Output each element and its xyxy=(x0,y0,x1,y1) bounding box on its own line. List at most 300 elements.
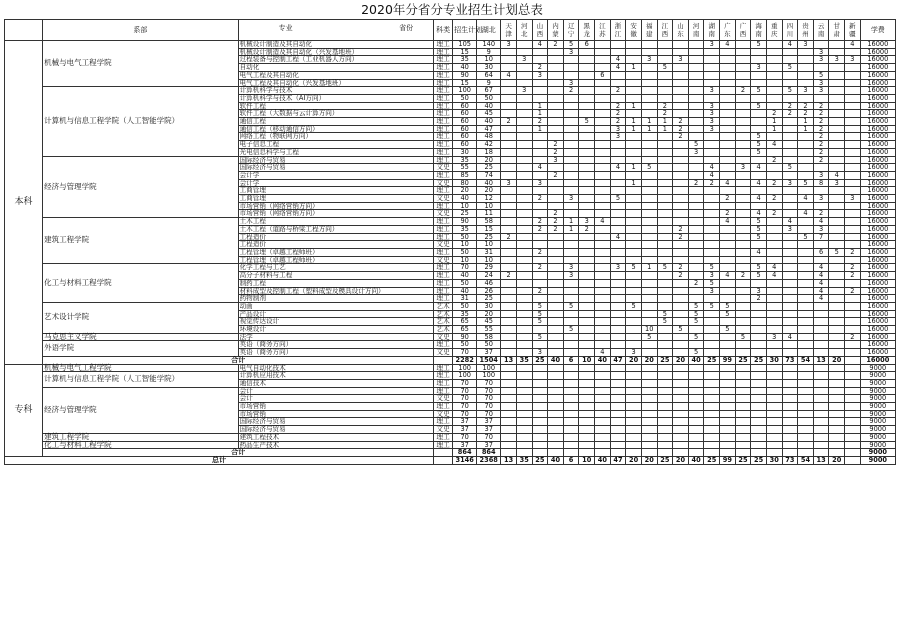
province-cell xyxy=(595,302,611,310)
hubei-cell: 67 xyxy=(477,87,501,95)
province-cell xyxy=(813,341,829,349)
province-cell xyxy=(579,195,595,203)
province-cell: 47 xyxy=(610,456,626,464)
province-cell xyxy=(563,387,579,395)
province-cell xyxy=(782,241,798,249)
tuition-cell: 16000 xyxy=(860,94,895,102)
province-cell xyxy=(626,418,642,426)
province-cell xyxy=(673,64,689,72)
province-cell xyxy=(798,241,814,249)
province-cell xyxy=(595,195,611,203)
province-cell xyxy=(548,295,564,303)
province-cell xyxy=(657,164,673,172)
province-cell xyxy=(595,164,611,172)
province-cell: 1 xyxy=(766,118,782,126)
province-cell xyxy=(501,102,517,110)
province-cell xyxy=(501,318,517,326)
province-cell xyxy=(610,418,626,426)
header-province: 河南 xyxy=(688,20,704,41)
benke-total-row xyxy=(5,356,896,364)
province-cell xyxy=(688,125,704,133)
category-cell: 理工 xyxy=(434,41,453,49)
province-cell xyxy=(751,94,767,102)
table-row xyxy=(5,387,896,395)
province-cell xyxy=(657,87,673,95)
category-cell: 理工 xyxy=(434,218,453,226)
province-cell xyxy=(720,403,736,411)
province-cell xyxy=(673,295,689,303)
province-cell xyxy=(688,233,704,241)
province-cell xyxy=(610,433,626,441)
province-cell xyxy=(548,310,564,318)
province-cell xyxy=(595,248,611,256)
province-cell xyxy=(720,64,736,72)
province-cell xyxy=(673,426,689,434)
total-cell: 50 xyxy=(453,233,477,241)
province-cell: 2 xyxy=(813,133,829,141)
province-cell xyxy=(548,287,564,295)
province-cell xyxy=(641,64,657,72)
province-cell: 5 xyxy=(688,302,704,310)
category-cell: 理工 xyxy=(434,202,453,210)
province-cell: 2 xyxy=(532,225,548,233)
category-cell: 文史 xyxy=(434,395,453,403)
province-cell xyxy=(657,248,673,256)
province-cell xyxy=(579,179,595,187)
dept-cell: 计算机与信息工程学院（人工智能学院） xyxy=(43,372,239,387)
province-cell: 2 xyxy=(532,195,548,203)
header-province: 浙江 xyxy=(610,20,626,41)
province-cell xyxy=(610,171,626,179)
total-cell: 60 xyxy=(453,133,477,141)
province-cell: 5 xyxy=(751,233,767,241)
province-cell xyxy=(798,403,814,411)
category-cell: 理工 xyxy=(434,387,453,395)
province-cell xyxy=(595,225,611,233)
province-cell xyxy=(845,79,861,87)
province-cell xyxy=(704,71,720,79)
province-cell: 1 xyxy=(626,125,642,133)
province-cell xyxy=(548,264,564,272)
province-cell xyxy=(845,403,861,411)
province-cell: 4 xyxy=(532,41,548,49)
province-cell xyxy=(657,233,673,241)
province-cell xyxy=(829,187,845,195)
province-cell xyxy=(798,287,814,295)
province-cell xyxy=(704,333,720,341)
province-cell xyxy=(829,210,845,218)
hubei-cell: 100 xyxy=(477,364,501,372)
category-cell: 文史 xyxy=(434,256,453,264)
total-cell: 35 xyxy=(453,225,477,233)
province-cell xyxy=(501,333,517,341)
province-cell xyxy=(704,133,720,141)
tuition-cell: 9000 xyxy=(860,418,895,426)
province-cell xyxy=(704,433,720,441)
province-cell: 2 xyxy=(548,148,564,156)
province-cell: 3 xyxy=(563,79,579,87)
province-cell xyxy=(626,241,642,249)
province-cell: 4 xyxy=(532,164,548,172)
tuition-cell: 9000 xyxy=(860,364,895,372)
province-cell xyxy=(626,333,642,341)
province-cell xyxy=(548,79,564,87)
major-cell: 制药工程 xyxy=(238,279,434,287)
table-header-row xyxy=(5,20,896,41)
category-cell: 文史 xyxy=(434,426,453,434)
province-cell: 5 xyxy=(579,118,595,126)
province-cell xyxy=(845,218,861,226)
province-cell: 4 xyxy=(766,272,782,280)
hubei-cell: 42 xyxy=(477,141,501,149)
province-cell xyxy=(563,364,579,372)
hubei-cell: 24 xyxy=(477,272,501,280)
province-cell: 5 xyxy=(829,248,845,256)
province-cell: 2 xyxy=(501,233,517,241)
province-cell xyxy=(579,418,595,426)
province-cell xyxy=(751,118,767,126)
province-cell xyxy=(641,341,657,349)
total-cell: 90 xyxy=(453,71,477,79)
province-cell xyxy=(735,71,751,79)
province-cell xyxy=(782,364,798,372)
province-cell xyxy=(735,102,751,110)
province-cell xyxy=(641,302,657,310)
category-cell: 理工 xyxy=(434,187,453,195)
province-cell xyxy=(798,372,814,380)
province-cell xyxy=(735,310,751,318)
header-province: 江西 xyxy=(657,20,673,41)
province-cell xyxy=(751,110,767,118)
province-cell: 4 xyxy=(751,210,767,218)
hubei-cell: 2368 xyxy=(477,456,501,464)
major-cell: 计算机科学与技术（AI方向） xyxy=(238,94,434,102)
province-cell xyxy=(610,403,626,411)
province-cell xyxy=(610,272,626,280)
province-cell xyxy=(688,118,704,126)
province-cell: 40 xyxy=(595,456,611,464)
province-cell xyxy=(798,171,814,179)
province-cell: 3 xyxy=(704,102,720,110)
category-cell: 艺术 xyxy=(434,310,453,318)
tuition-cell: 9000 xyxy=(860,372,895,380)
province-cell xyxy=(673,202,689,210)
province-cell xyxy=(563,148,579,156)
province-cell xyxy=(579,171,595,179)
province-cell xyxy=(516,256,532,264)
province-cell xyxy=(673,341,689,349)
province-cell: 1 xyxy=(798,125,814,133)
province-cell: 40 xyxy=(688,456,704,464)
province-cell: 3 xyxy=(641,56,657,64)
province-cell xyxy=(548,372,564,380)
province-cell xyxy=(720,426,736,434)
tuition-cell: 16000 xyxy=(860,349,895,357)
province-cell xyxy=(548,102,564,110)
province-cell xyxy=(516,156,532,164)
header-province: 天津 xyxy=(501,20,517,41)
province-cell: 5 xyxy=(657,310,673,318)
province-cell xyxy=(688,102,704,110)
province-cell xyxy=(751,395,767,403)
category-cell: 理工 xyxy=(434,372,453,380)
province-cell xyxy=(579,256,595,264)
province-cell xyxy=(516,179,532,187)
province-cell: 54 xyxy=(798,456,814,464)
province-cell xyxy=(845,418,861,426)
province-cell xyxy=(845,341,861,349)
province-cell xyxy=(579,302,595,310)
total-cell: 60 xyxy=(453,110,477,118)
province-cell xyxy=(595,233,611,241)
tuition-cell: 16000 xyxy=(860,218,895,226)
province-cell xyxy=(813,94,829,102)
province-cell xyxy=(579,410,595,418)
province-cell: 4 xyxy=(751,179,767,187)
province-cell: 13 xyxy=(813,356,829,364)
province-cell: 20 xyxy=(673,356,689,364)
tuition-cell: 16000 xyxy=(860,210,895,218)
province-cell: 4 xyxy=(766,141,782,149)
province-cell xyxy=(735,410,751,418)
hubei-cell: 70 xyxy=(477,403,501,411)
province-cell xyxy=(735,179,751,187)
category-cell: 理工 xyxy=(434,403,453,411)
province-cell xyxy=(657,287,673,295)
category-cell: 理工 xyxy=(434,118,453,126)
province-cell xyxy=(735,302,751,310)
province-cell xyxy=(829,395,845,403)
province-cell xyxy=(501,125,517,133)
province-cell xyxy=(688,94,704,102)
province-cell xyxy=(579,248,595,256)
province-cell xyxy=(501,295,517,303)
header-level xyxy=(5,20,43,41)
header-province: 山西 xyxy=(532,20,548,41)
province-cell xyxy=(798,387,814,395)
province-cell xyxy=(657,171,673,179)
category-cell: 理工 xyxy=(434,94,453,102)
province-cell: 4 xyxy=(813,279,829,287)
province-cell: 2 xyxy=(704,179,720,187)
header-province-label: 省份 xyxy=(399,24,414,32)
province-cell xyxy=(798,218,814,226)
total-cell: 3146 xyxy=(453,456,477,464)
total-cell: 70 xyxy=(453,264,477,272)
province-cell xyxy=(798,248,814,256)
province-cell xyxy=(704,202,720,210)
province-cell: 5 xyxy=(688,333,704,341)
province-cell xyxy=(641,248,657,256)
province-cell xyxy=(813,310,829,318)
province-cell xyxy=(641,272,657,280)
province-cell: 20 xyxy=(829,356,845,364)
province-cell xyxy=(798,225,814,233)
province-cell xyxy=(766,218,782,226)
major-cell: 工程造价 xyxy=(238,233,434,241)
province-cell xyxy=(845,372,861,380)
province-cell xyxy=(798,272,814,280)
province-cell xyxy=(548,318,564,326)
tuition-cell: 16000 xyxy=(860,171,895,179)
province-cell: 3 xyxy=(532,179,548,187)
province-cell: 10 xyxy=(641,326,657,334)
province-cell: 5 xyxy=(641,333,657,341)
province-cell xyxy=(641,79,657,87)
province-cell xyxy=(641,279,657,287)
province-cell xyxy=(688,364,704,372)
province-cell xyxy=(516,171,532,179)
province-cell xyxy=(751,387,767,395)
province-cell: 2 xyxy=(798,110,814,118)
province-cell: 3 xyxy=(688,148,704,156)
province-cell: 4 xyxy=(845,41,861,49)
province-cell xyxy=(704,379,720,387)
province-cell xyxy=(688,426,704,434)
province-cell xyxy=(563,395,579,403)
province-cell: 3 xyxy=(782,179,798,187)
province-cell xyxy=(563,179,579,187)
province-cell: 3 xyxy=(813,48,829,56)
province-cell xyxy=(735,418,751,426)
province-cell: 3 xyxy=(516,56,532,64)
province-cell: 4 xyxy=(595,349,611,357)
tuition-cell: 16000 xyxy=(860,71,895,79)
province-cell xyxy=(704,441,720,449)
province-cell xyxy=(782,441,798,449)
province-cell xyxy=(845,441,861,449)
province-cell xyxy=(626,441,642,449)
province-cell xyxy=(704,341,720,349)
province-cell xyxy=(673,102,689,110)
province-cell xyxy=(548,110,564,118)
province-cell xyxy=(720,395,736,403)
province-cell xyxy=(673,379,689,387)
total-cell: 70 xyxy=(453,349,477,357)
province-cell xyxy=(829,133,845,141)
province-cell: 99 xyxy=(720,456,736,464)
tuition-cell: 16000 xyxy=(860,241,895,249)
province-cell xyxy=(595,241,611,249)
province-cell: 4 xyxy=(595,218,611,226)
province-cell xyxy=(563,248,579,256)
province-cell: 3 xyxy=(563,48,579,56)
hubei-cell: 25 xyxy=(477,233,501,241)
province-cell xyxy=(704,395,720,403)
province-cell xyxy=(845,125,861,133)
province-cell xyxy=(720,56,736,64)
province-cell: 4 xyxy=(782,333,798,341)
province-cell xyxy=(735,202,751,210)
hubei-cell: 18 xyxy=(477,148,501,156)
province-cell xyxy=(532,272,548,280)
major-cell: 建筑工程技术 xyxy=(238,433,434,441)
province-cell xyxy=(516,379,532,387)
province-cell xyxy=(579,141,595,149)
province-cell xyxy=(735,256,751,264)
province-cell xyxy=(798,56,814,64)
province-cell xyxy=(704,310,720,318)
category-cell: 理工 xyxy=(434,272,453,280)
province-cell xyxy=(501,148,517,156)
province-cell xyxy=(829,256,845,264)
category-cell: 艺术 xyxy=(434,302,453,310)
province-cell xyxy=(735,279,751,287)
category-cell: 理工 xyxy=(434,433,453,441)
dept-cell: 机械与电气工程学院 xyxy=(43,41,239,87)
province-cell xyxy=(641,102,657,110)
province-cell xyxy=(845,110,861,118)
total-cell: 35 xyxy=(453,56,477,64)
province-cell xyxy=(610,295,626,303)
province-cell xyxy=(766,71,782,79)
province-cell xyxy=(610,326,626,334)
province-cell xyxy=(813,302,829,310)
province-cell xyxy=(845,295,861,303)
province-cell: 1 xyxy=(626,64,642,72)
header-province: 海南 xyxy=(751,20,767,41)
province-cell: 2 xyxy=(720,210,736,218)
total-cell: 25 xyxy=(453,210,477,218)
major-cell: 过程装备与控制工程（工业机器人方向） xyxy=(238,56,434,64)
province-cell xyxy=(735,441,751,449)
category-cell xyxy=(434,449,453,457)
province-cell xyxy=(626,318,642,326)
province-cell: 3 xyxy=(751,287,767,295)
province-cell xyxy=(845,210,861,218)
province-cell: 3 xyxy=(704,287,720,295)
province-cell: 10 xyxy=(579,456,595,464)
hubei-cell: 70 xyxy=(477,379,501,387)
category-cell: 理工 xyxy=(434,225,453,233)
province-cell xyxy=(516,164,532,172)
category-cell: 文史 xyxy=(434,410,453,418)
province-cell: 4 xyxy=(610,64,626,72)
province-cell xyxy=(516,395,532,403)
province-cell: 5 xyxy=(532,302,548,310)
province-cell xyxy=(548,233,564,241)
hubei-cell: 50 xyxy=(477,341,501,349)
province-cell xyxy=(595,279,611,287)
category-cell: 理工 xyxy=(434,148,453,156)
table-row xyxy=(5,364,896,372)
province-cell xyxy=(798,64,814,72)
province-cell xyxy=(782,195,798,203)
province-cell xyxy=(595,441,611,449)
province-cell xyxy=(766,171,782,179)
tuition-cell: 16000 xyxy=(860,333,895,341)
province-cell xyxy=(626,48,642,56)
province-cell xyxy=(563,287,579,295)
province-cell: 20 xyxy=(673,456,689,464)
province-cell: 40 xyxy=(548,356,564,364)
dept-cell: 化工与材料工程学院 xyxy=(43,441,239,449)
province-cell: 25 xyxy=(704,456,720,464)
category-cell: 理工 xyxy=(434,87,453,95)
province-cell xyxy=(766,372,782,380)
province-cell xyxy=(595,125,611,133)
province-cell xyxy=(829,387,845,395)
category-cell: 理工 xyxy=(434,341,453,349)
province-cell xyxy=(751,410,767,418)
province-cell xyxy=(563,433,579,441)
total-cell: 50 xyxy=(453,341,477,349)
province-cell xyxy=(798,48,814,56)
province-cell xyxy=(829,295,845,303)
province-cell: 4 xyxy=(751,164,767,172)
province-cell xyxy=(516,310,532,318)
major-cell: 会计 xyxy=(238,387,434,395)
